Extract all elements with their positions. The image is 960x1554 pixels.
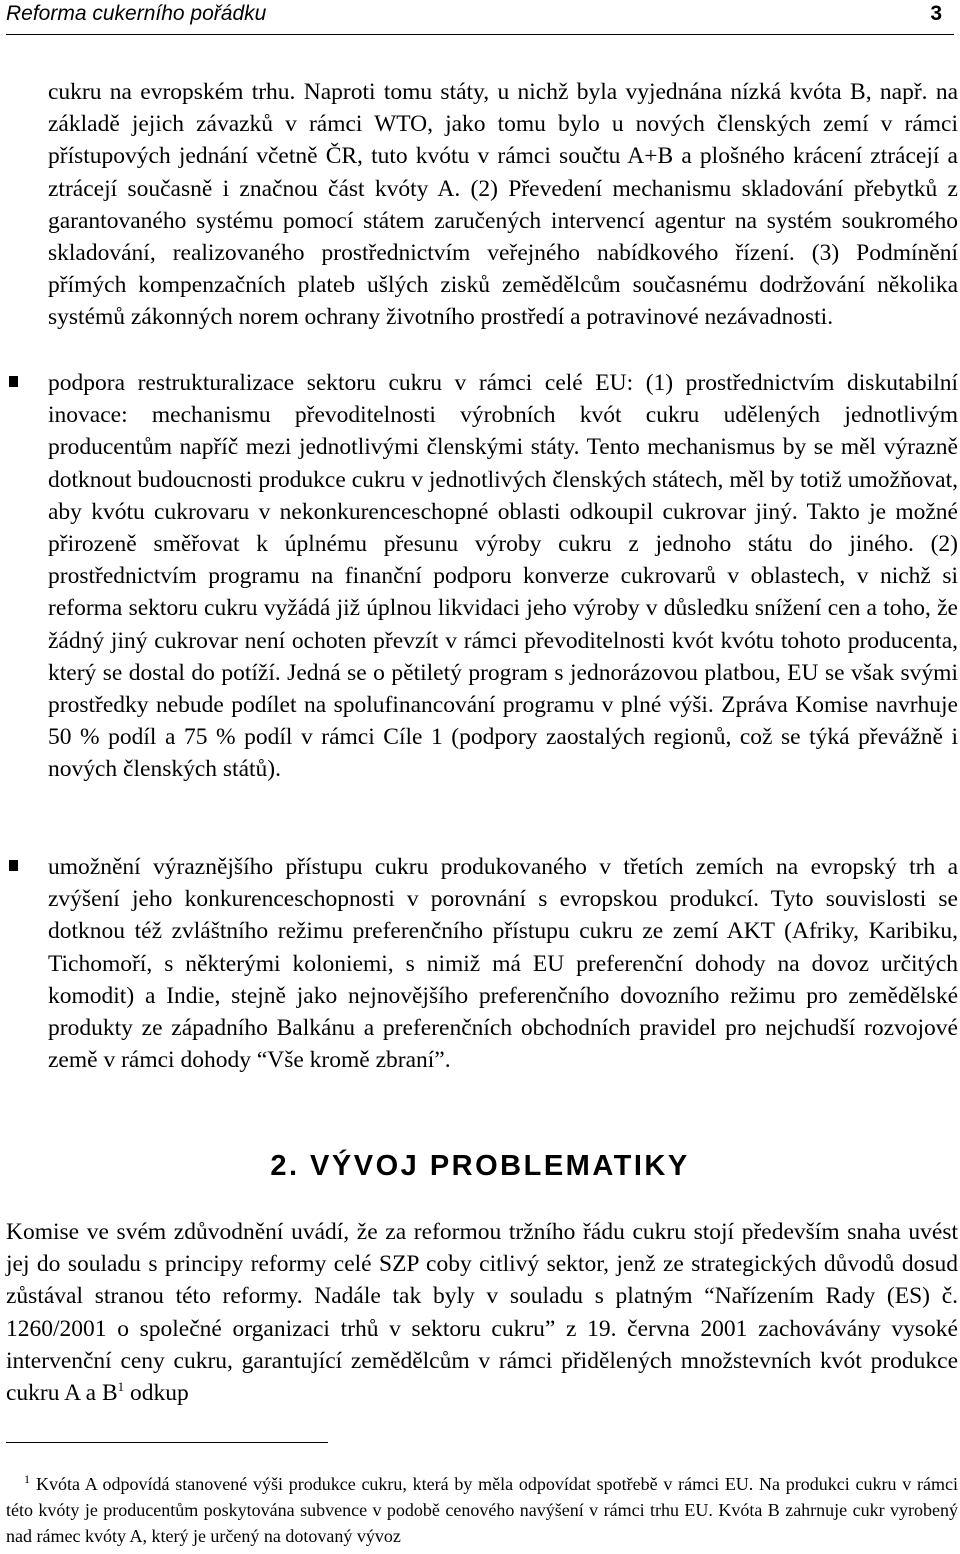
header-title: Reforma cukerního pořádku — [6, 2, 267, 25]
footnote-reference[interactable]: 1 — [117, 1379, 125, 1395]
section-paragraph — [6, 1216, 958, 1409]
footnote-text: Kvóta A odpovídá stanovené výši produkce cukru, která by měla odpovídat spotřebě v rámci EU. Na produkci cukru v rámci této kvóty je producentům poskytována subvence v podobě cenového navýšení v rámci trhu EU. Kvóta B zahrnuje cukr vyrobený nad rámec kvóty A, který je určený na dotovaný vývoz — [6, 1474, 958, 1546]
bullet-text: umožnění výraznějšího přístupu cukru produkovaného v třetích zemích na evropský trh a zvýšení jeho konkurenceschopnosti v porovnání s evropskou produkcí. Tyto souvislosti se dotknou též zvláštního režimu preferenčního přístupu cukru ze zemí AKT (Afriky, Karibiku, Tichomoří, s některými koloniemi, s nimiž má EU preferenční dohody na dovoz určitých komodit) a Indie, stejně jako nejnovějšího preferenčního dovozního režimu pro zemědělské produkty ze západního Balkánu a preferenčních obchodních pravidel pro nejchudší rozvojové země v rámci dohody “Vše kromě zbraní”. — [48, 854, 958, 1074]
bullet-square-icon — [9, 376, 18, 387]
bullet-text: podpora restrukturalizace sektoru cukru v rámci celé EU: (1) prostřednictvím diskutabilní inovace: mechanismu převoditelnosti výrobních kvót cukru udělených jednotlivým producentům napříč mezi jednotlivými členskými státy. Tento mechanismus by se měl výrazně dotknout budoucnosti produkce cukru v jednotlivých členských státech, měl by totiž umožňovat, aby kvótu cukrovaru v nekonkurenceschopné oblasti odkoupil cukrovar jiný. Takto je možné přirozeně směřovat k úplnému přesunu výroby cukru z jednoho státu do jiného. (2) prostřednictvím programu na finanční podporu konverze cukrovarů v oblastech, v nichž si reforma sektoru cukru vyžádá již úplnou likvidaci jeho výroby v důsledku snížení cen a toho, že žádný jiný cukrovar není ochoten převzít v rámci převoditelnosti kvót kvótu tohoto producenta, který se dostal do potíží. Jedná se o pětiletý program s jednorázovou platbou, EU se však svými prostředky nebude podílet na spolufinancování programu v plné výši. Zpráva Komise navrhuje 50 % podíl a 75 % podíl v rámci Cíle 1 (podpory zaostalých regionů, což se týká převážně i nových členských států). — [48, 370, 958, 783]
section-paragraph-text: Komise ve svém zdůvodnění uvádí, že za reformou tržního řádu cukru stojí především snaha uvést jej do souladu s principy reformy celé SZP coby citlivý sektor, jenž ze strategických důvodů dosud zůstával stranou této reformy. Nadále tak byly v souladu s platným “Nařízením Rady (ES) č. 1260/2001 o společné organizaci trhů v sektoru cukru” z 19. června 2001 zachovávány vysoké intervenční ceny cukru, garantující zemědělcům v rámci přidělených množstevních kvót produkce cukru A a B — [6, 1219, 958, 1407]
intro-paragraph: cukru na evropském trhu. Naproti tomu státy, u nichž byla vyjednána nízká kvóta B, např. na základě jejich závazků v rámci WTO, jako tomu bylo u nových členských zemí v rámci přístupových jednání včetně ČR, tuto kvótu v rámci součtu A+B a plošného krácení ztrácejí a ztrácejí současně i značnou část kvóty A. (2) Převedení mechanismu skladování přebytků z garantovaného systému pomocí státem zaručených intervencí agentur na systém soukromého skladování, realizovaného prostřednictvím veřejného nabídkového řízení. (3) Podmínění přímých kompenzačních plateb ušlých zisků zemědělcům současnému dodržování několika systémů zákonných norem ochrany životního prostředí a potravinové nezávadnosti. — [48, 79, 958, 331]
footnote-separator — [6, 1442, 328, 1443]
section-heading: 2. VÝVOJ PROBLEMATIKY — [270, 1150, 690, 1182]
bullet-item-third-country-access — [48, 851, 958, 1076]
page-header — [6, 0, 954, 35]
page-number: 3 — [930, 2, 942, 25]
section-paragraph-tail: odkup — [124, 1380, 189, 1407]
bullet-item-restructuring — [48, 367, 958, 786]
footnote-number: 1 — [24, 1472, 30, 1486]
bullet-square-icon — [9, 860, 18, 871]
footnote — [6, 1471, 958, 1549]
